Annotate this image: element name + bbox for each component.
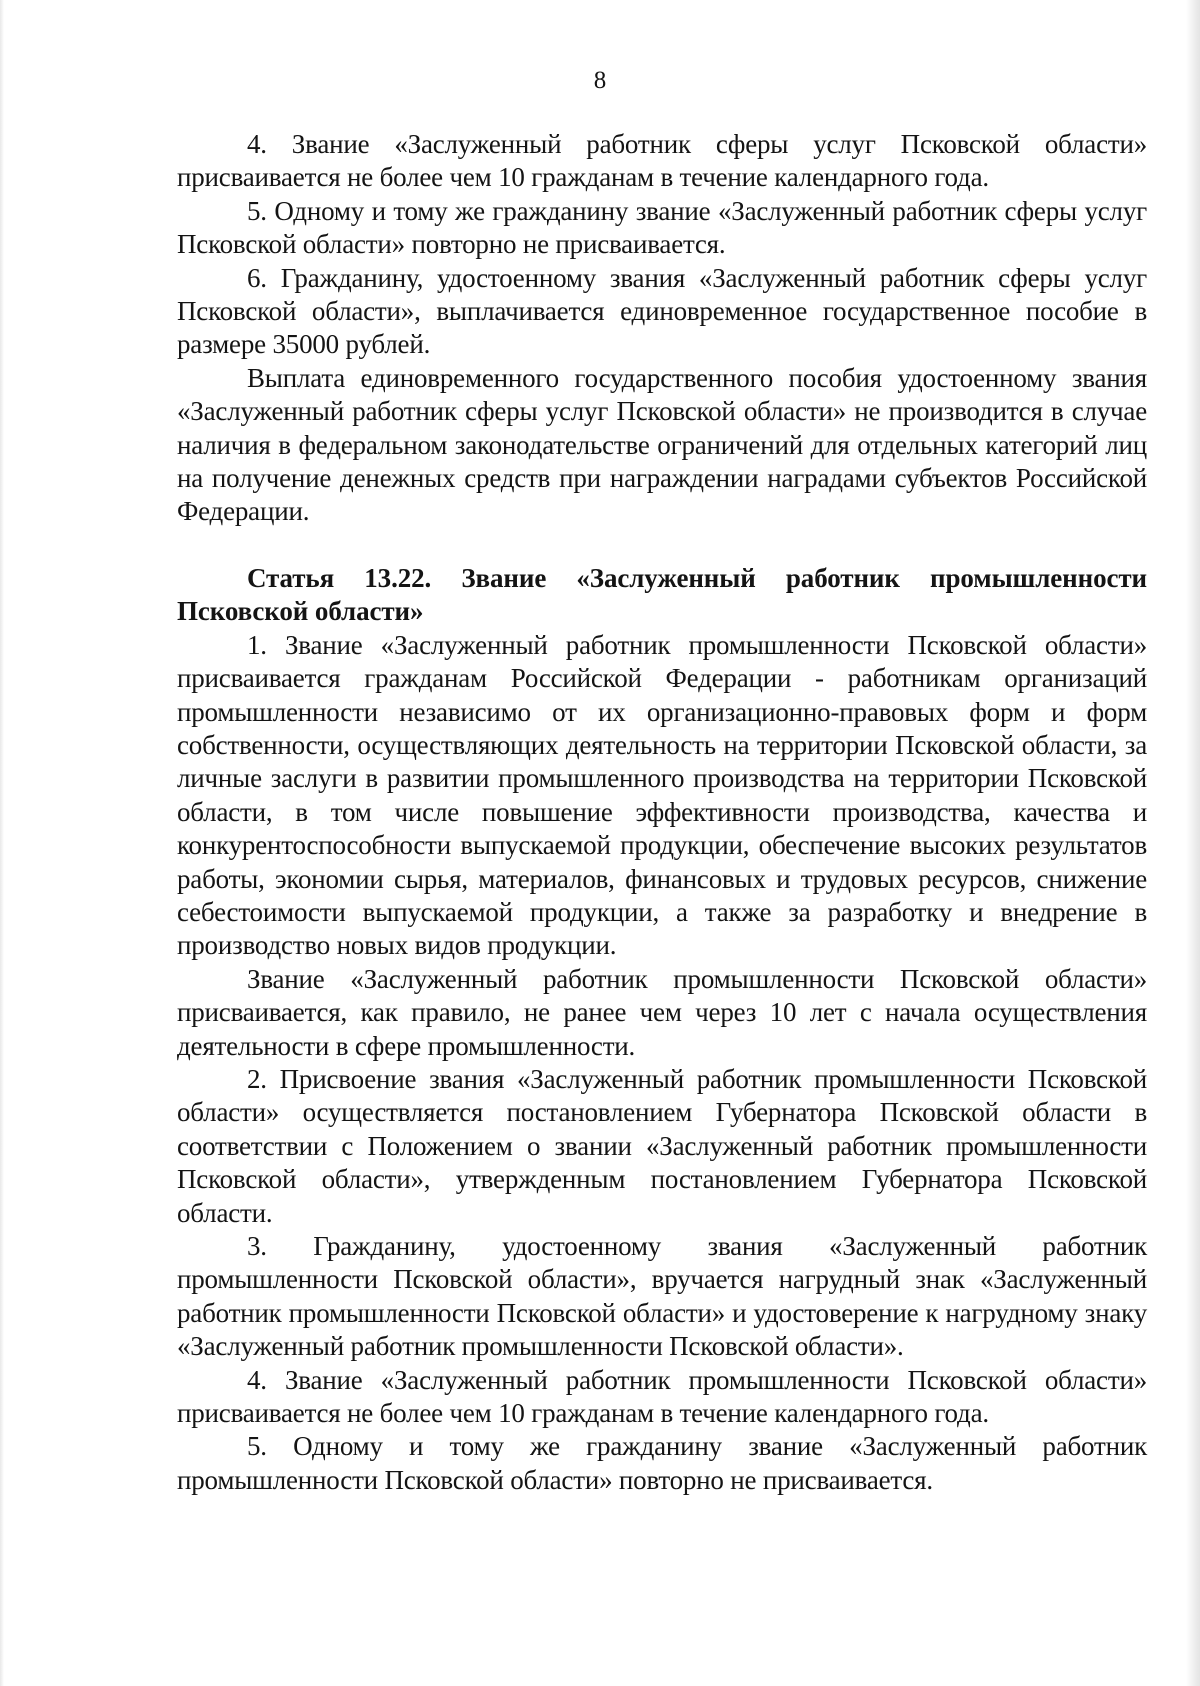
- paragraph-payment-restriction: Выплата единовременного государственного пособия удостоенному звания «Заслуженный работник сферы услуг Псковской области» не производится в случае наличия в федеральном законодательстве ограничений для отдельных категорий лиц на получение денежных средств при награждении наградами субъектов Российской Федерации.: [177, 362, 1147, 527]
- scan-edge-left: [0, 0, 4, 1686]
- scan-edge-right: [1186, 0, 1200, 1686]
- page-content: [177, 128, 1147, 1497]
- article-paragraph-3: 3. Гражданину, удостоенному звания «Заслуженный работник промышленности Псковской области», вручается нагрудный знак «Заслуженный работник промышленности Псковской области» и удостоверение к нагрудному знаку «Заслуженный работник промышленности Псковской области».: [177, 1231, 1147, 1362]
- article-heading: Статья 13.22. Звание «Заслуженный работник промышленности Псковской области»: [177, 562, 1147, 627]
- paragraph-item-4-services: 4. Звание «Заслуженный работник сферы услуг Псковской области» присваивается не более чем 10 гражданам в течение календарного года.: [177, 129, 1147, 193]
- page-number: 8: [593, 67, 607, 94]
- article-paragraph-5: 5. Одному и тому же гражданину звание «Заслуженный работник промышленности Псковской области» повторно не присваивается.: [177, 1431, 1147, 1495]
- paragraph-item-6-services: 6. Гражданину, удостоенному звания «Заслуженный работник сферы услуг Псковской области», выплачивается единовременное государственное пособие в размере 35000 рублей.: [177, 262, 1147, 360]
- article-paragraph-1: 1. Звание «Заслуженный работник промышленности Псковской области» присваивается гражданам Российской Федерации - работникам организаций промышленности независимо от их организационно-правовых форм и форм собственности, осуществляющих деятельность на территории Псковской области, за личные заслуги в развитии промышленного производства на территории Псковской области, в том числе повышение эффективности производства, качества и конкурентоспособности выпускаемой продукции, обеспечение высоких результатов работы, экономии сырья, материалов, финансовых и трудовых ресурсов, снижение себестоимости выпускаемой продукции, а также за разработку и внедрение в производство новых видов продукции.: [177, 629, 1147, 961]
- article-paragraph-1-term: Звание «Заслуженный работник промышленности Псковской области» присваивается, как правило, не ранее чем через 10 лет с начала осуществления деятельности в сфере промышленности.: [177, 963, 1147, 1061]
- article-paragraph-4: 4. Звание «Заслуженный работник промышленности Псковской области» присваивается не более чем 10 гражданам в течение календарного года.: [177, 1364, 1147, 1429]
- paragraph-item-5-services: 5. Одному и тому же гражданину звание «Заслуженный работник сферы услуг Псковской области» повторно не присваивается.: [177, 195, 1147, 260]
- article-paragraph-2: 2. Присвоение звания «Заслуженный работник промышленности Псковской области» осуществляется постановлением Губернатора Псковской области в соответствии с Положением о звании «Заслуженный работник промышленности Псковской области», утвержденным постановлением Губернатора Псковской области.: [177, 1063, 1147, 1228]
